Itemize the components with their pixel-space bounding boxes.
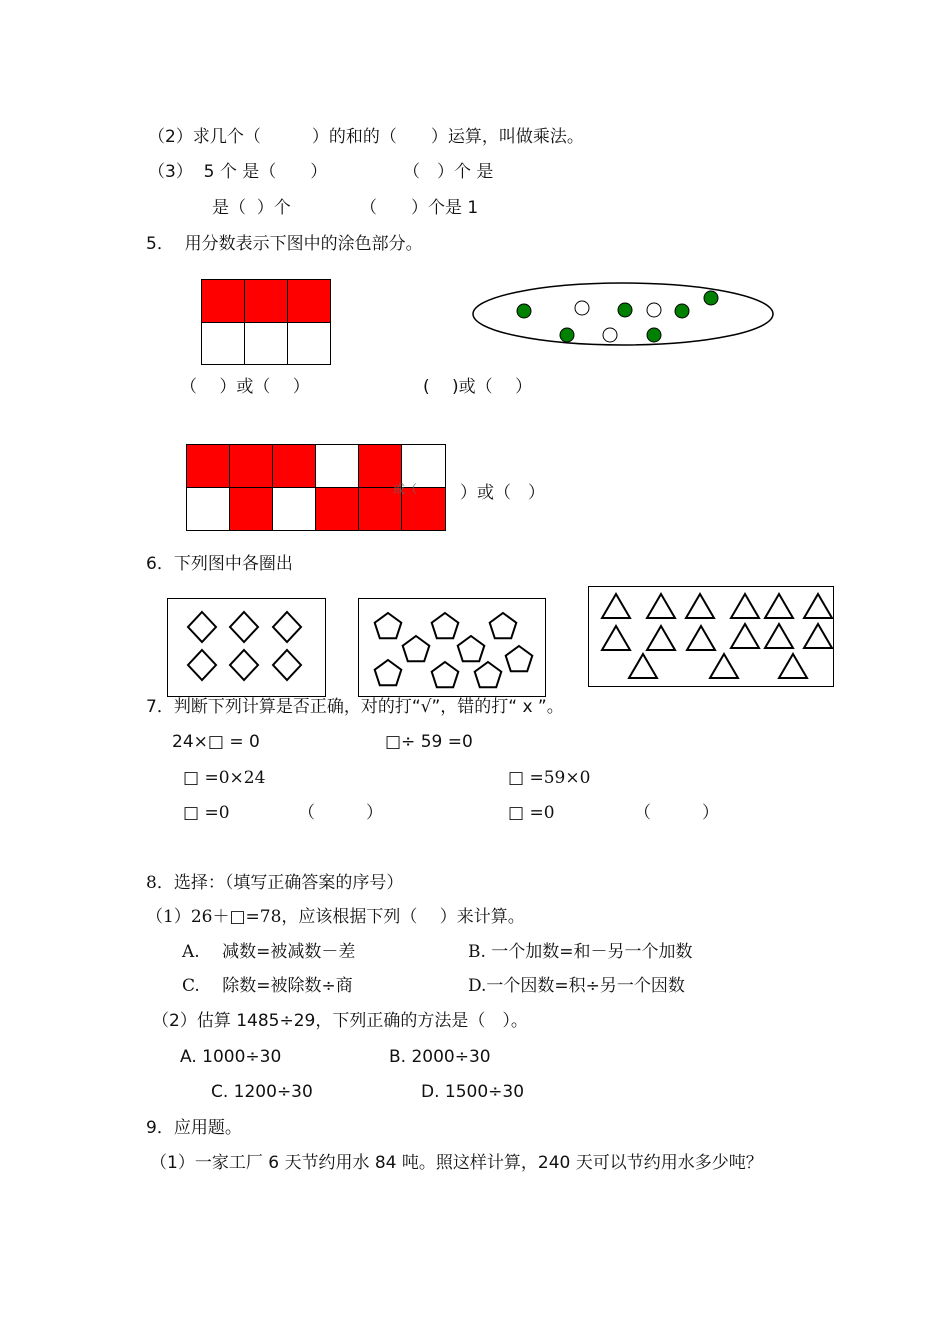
pentagon-shape bbox=[458, 636, 485, 661]
triangle-shape bbox=[647, 594, 675, 618]
q4-line-4b: （ ）个是 1 bbox=[360, 198, 479, 218]
triangle-shape bbox=[629, 654, 657, 678]
fig3-answer: ）或（ ） bbox=[460, 483, 545, 503]
grid1-cell bbox=[201, 322, 245, 365]
q4-line-3a: （3） 5 个 是（ ） bbox=[148, 162, 328, 182]
triangle-shape bbox=[765, 594, 793, 618]
fig3-overlap-text: 或（ bbox=[393, 482, 418, 496]
q7-left-equation: 24×□ = 0 bbox=[172, 732, 260, 752]
q8-p2-option-b: B. 2000÷30 bbox=[389, 1047, 491, 1067]
diamond-shape bbox=[230, 612, 258, 642]
q4-line-4a: 是（ ）个 bbox=[212, 198, 291, 218]
q7-left-step2: □ =0 bbox=[183, 803, 230, 823]
q8-p1-option-b: B. 一个加数=和－另一个加数 bbox=[468, 942, 693, 962]
triangle-shape bbox=[710, 654, 738, 678]
q7-right-equation: □÷ 59 =0 bbox=[385, 732, 473, 752]
pentagon-shape bbox=[432, 662, 459, 687]
triangle-shape bbox=[687, 626, 715, 650]
q4-line-3b: （ ）个 是 bbox=[403, 162, 494, 182]
triangle-shape bbox=[804, 624, 832, 648]
pentagon-shape bbox=[475, 662, 502, 687]
q9-part1: （1）一家工厂 6 天节约用水 84 吨。照这样计算，240 天可以节约用水多少吨？ bbox=[150, 1153, 763, 1173]
triangle-shape bbox=[804, 594, 832, 618]
grid3-cell bbox=[315, 444, 359, 488]
white-dot bbox=[647, 303, 661, 317]
triangle-shape bbox=[647, 626, 675, 650]
grid1-cell bbox=[244, 322, 288, 365]
grid1-cell bbox=[287, 279, 331, 323]
q8-part1: （1）26＋□=78，应该根据下列（ ）来计算。 bbox=[146, 907, 525, 927]
grid3-cell bbox=[186, 444, 230, 488]
q8-part2: （2）估算 1485÷29，下列正确的方法是（ ）。 bbox=[152, 1011, 528, 1031]
grid3-cell bbox=[315, 487, 359, 531]
triangle-shape bbox=[602, 626, 630, 650]
triangle-shape bbox=[602, 594, 630, 618]
diamond-shape bbox=[273, 650, 301, 680]
q6-title: 6．下列图中各圈出 bbox=[146, 554, 293, 574]
q7-title: 7．判断下列计算是否正确，对的打“√”，错的打“ x ”。 bbox=[146, 697, 564, 717]
triangle-shape bbox=[686, 594, 714, 618]
q5-title: 5． 用分数表示下图中的涂色部分。 bbox=[146, 234, 423, 254]
q8-p1-option-d: D.一个因数=积÷另一个因数 bbox=[468, 976, 685, 996]
fig1-answer: （ ）或（ ） bbox=[180, 377, 310, 397]
grid1-cell bbox=[244, 279, 288, 323]
q8-p2-option-d: D. 1500÷30 bbox=[421, 1082, 525, 1102]
q8-p1-option-a: A. 减数=被减数－差 bbox=[182, 942, 356, 962]
q7-right-step2: □ =0 bbox=[508, 803, 555, 823]
q8-p2-option-a: A. 1000÷30 bbox=[180, 1047, 282, 1067]
q7-right-step1: □ =59×0 bbox=[508, 768, 591, 788]
green-dot bbox=[560, 328, 574, 342]
diamond-shape bbox=[230, 650, 258, 680]
grid1-cell bbox=[201, 279, 245, 323]
green-dot bbox=[647, 328, 661, 342]
q7-left-step1: □ =0×24 bbox=[183, 768, 266, 788]
triangle-shape bbox=[779, 654, 807, 678]
q8-p2-option-c: C. 1200÷30 bbox=[211, 1082, 313, 1102]
triangle-shape bbox=[731, 594, 759, 618]
white-dot bbox=[575, 301, 589, 315]
diamond-shape bbox=[273, 612, 301, 642]
triangle-shape bbox=[765, 624, 793, 648]
q8-p1-option-c: C. 除数=被除数÷商 bbox=[182, 976, 353, 996]
grid3-cell bbox=[229, 487, 273, 531]
green-dot bbox=[704, 291, 718, 305]
grid3-cell bbox=[229, 444, 273, 488]
triangle-shape bbox=[731, 624, 759, 648]
green-dot bbox=[675, 304, 689, 318]
q4-line-2: （2）求几个（ ）的和的（ ）运算，叫做乘法。 bbox=[148, 127, 584, 147]
diamonds bbox=[167, 598, 326, 697]
q7-left-judge: （ ） bbox=[298, 803, 383, 823]
pentagon-shape bbox=[403, 636, 430, 661]
q7-right-judge: （ ） bbox=[634, 803, 719, 823]
pentagons bbox=[358, 598, 546, 697]
triangles bbox=[588, 586, 834, 687]
fig2-answer: ( )或（ ） bbox=[423, 377, 533, 397]
grid3-cell bbox=[186, 487, 230, 531]
green-dot bbox=[618, 303, 632, 317]
grid3-cell bbox=[272, 444, 316, 488]
pentagon-shape bbox=[490, 613, 517, 638]
diamond-shape bbox=[188, 650, 216, 680]
diamond-shape bbox=[188, 612, 216, 642]
pentagon-shape bbox=[375, 613, 402, 638]
green-dot bbox=[517, 304, 531, 318]
pentagon-shape bbox=[506, 646, 533, 671]
q8-title: 8．选择：（填写正确答案的序号） bbox=[146, 873, 404, 893]
pentagon-shape bbox=[432, 613, 459, 638]
dot-ellipse bbox=[470, 284, 780, 354]
q9-title: 9．应用题。 bbox=[146, 1118, 242, 1138]
grid1-cell bbox=[287, 322, 331, 365]
grid3-cell bbox=[272, 487, 316, 531]
white-dot bbox=[603, 328, 617, 342]
pentagon-shape bbox=[375, 660, 402, 685]
